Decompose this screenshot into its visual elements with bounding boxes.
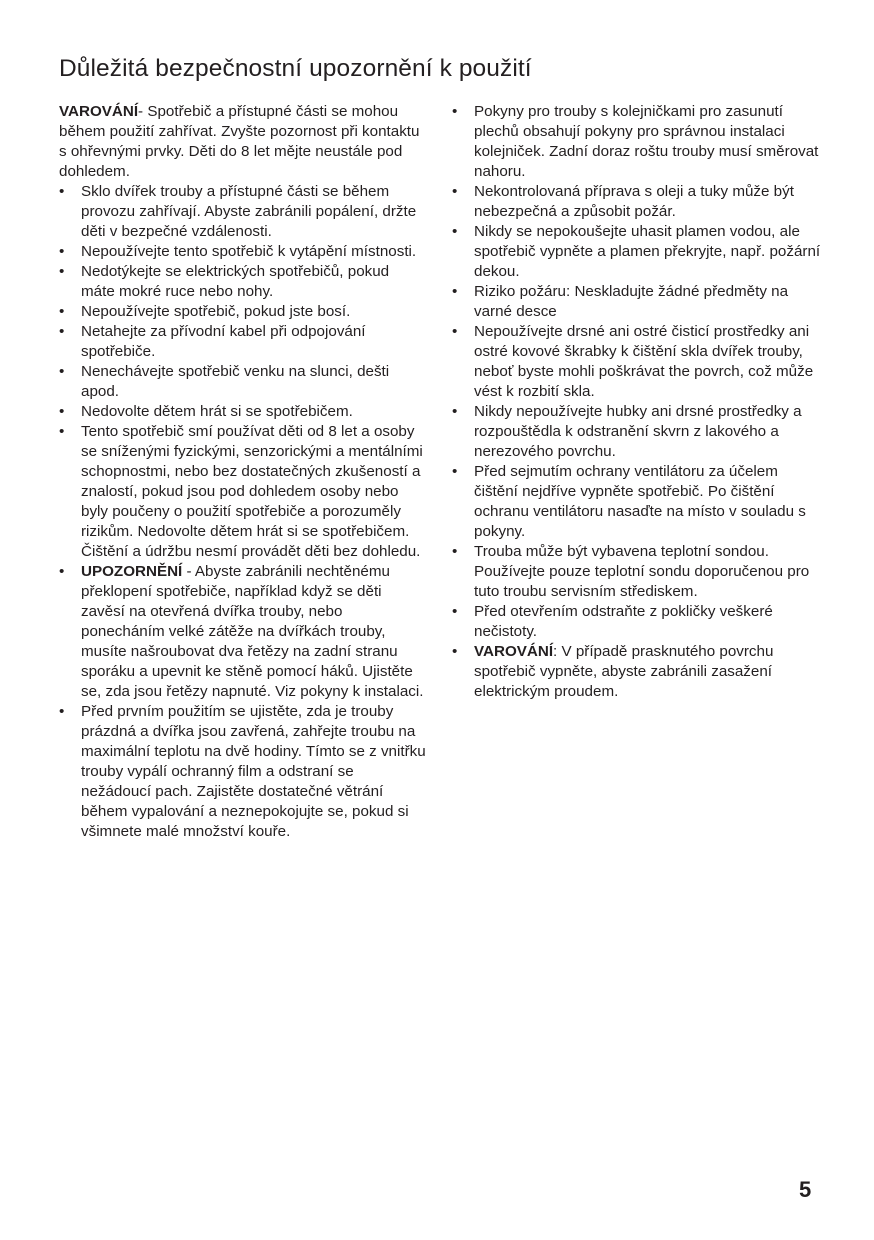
list-item [59,242,427,262]
bullet-icon: • [59,363,65,380]
bullet-icon: • [59,323,65,340]
list-item [452,282,822,322]
bullet-icon: • [59,403,65,420]
left-bullet-list [59,182,427,842]
item-text: Před otevřením odstraňte z pokličky veškeré nečistoty. [474,603,773,640]
item-text: Nedotýkejte se elektrických spotřebičů, pokud máte mokré ruce nebo nohy. [81,263,390,300]
bullet-icon: • [59,263,65,280]
item-text: Nepoužívejte tento spotřebič k vytápění místnosti. [81,243,417,260]
list-item [59,322,427,362]
item-label: VAROVÁNÍ [474,643,554,660]
bullet-icon: • [452,463,458,480]
left-column [59,102,427,842]
item-text: Netahejte za přívodní kabel při odpojování spotřebiče. [81,323,366,360]
list-item [59,262,427,302]
list-item [452,102,822,182]
list-item [452,222,822,282]
bullet-icon: • [452,603,458,620]
list-item [452,542,822,602]
bullet-icon: • [452,643,458,660]
item-text: Pokyny pro trouby s kolejničkami pro zasunutí plechů obsahují pokyny pro správnou instalaci kolejniček. Zadní doraz roštu trouby musí směrovat nahoru. [474,103,819,180]
bullet-icon: • [59,423,65,440]
list-item [59,402,427,422]
item-text: - Abyste zabránili nechtěnému překlopení spotřebiče, například když se děti zavěsí na otevřená dvířka trouby, nebo ponecháním velké zátěže na dvířkách trouby, musíte našroubovat dva řetězy na zadní stranu sporáku a upevnit ke stěně pomocí háků. Ujistěte se, zda jsou řetězy napnuté. Viz pokyny k instalaci. [81,563,424,700]
item-text: Sklo dvířek trouby a přístupné části se během provozu zahřívají. Abyste zabránili popálení, držte děti v bezpečné vzdálenosti. [81,183,417,240]
item-text: Nepoužívejte spotřebič, pokud jste bosí. [81,303,351,320]
warning-intro-text: - Spotřebič a přístupné části se mohou během použití zahřívat. Zvyšte pozornost při kontaktu s ohřevnými prvky. Děti do 8 let mějte neustále pod dohledem. [59,103,420,180]
item-text: Nedovolte dětem hrát si se spotřebičem. [81,403,353,420]
list-item [59,182,427,242]
page-title: Důležitá bezpečnostní upozornění k použití [59,55,532,82]
bullet-icon: • [452,403,458,420]
bullet-icon: • [59,243,65,260]
bullet-icon: • [452,103,458,120]
item-text: Před sejmutím ochrany ventilátoru za účelem čištění nejdříve vypněte spotřebič. Po čištění ochranu ventilátoru nasaďte na místo v souladu s pokyny. [474,463,806,540]
list-item [452,642,822,702]
right-column [452,102,822,702]
list-item [452,462,822,542]
list-item [59,362,427,402]
bullet-icon: • [452,223,458,240]
item-text: : V případě prasknutého povrchu spotřebič vypněte, abyste zabránili zasažení elektrickým proudem. [474,643,774,700]
bullet-icon: • [59,303,65,320]
item-label: UPOZORNĚNÍ [81,563,183,580]
item-text: Riziko požáru: Neskladujte žádné předměty na varné desce [474,283,789,320]
list-item [59,562,427,702]
list-item [452,402,822,462]
bullet-icon: • [452,283,458,300]
item-text: Před prvním použitím se ujistěte, zda je troubу prázdná a dvířka jsou zavřená, zahřejte troubu na maximální teplotu na dvě hodiny. Tímto se z vnitřku trouby vypálí ochranný film a odstraní se nežádoucí pach. Zajistěte dostatečné větrání během vypalování a neznepokojujte se, pokud si všimnete malé množství kouře. [81,703,426,840]
list-item [59,702,427,842]
bullet-icon: • [452,183,458,200]
bullet-icon: • [59,703,65,720]
bullet-icon: • [59,563,65,580]
list-item [452,182,822,222]
item-text: Nenechávejte spotřebič venku na slunci, dešti apod. [81,363,390,400]
list-item [452,322,822,402]
bullet-icon: • [452,543,458,560]
page-number: 5 [799,1177,812,1202]
item-text: Trouba může být vybavena teplotní sondou. Používejte pouze teplotní sondu doporučenou pro tuto troubu servisním střediskem. [474,543,810,600]
warning-label: VAROVÁNÍ [59,103,139,120]
list-item [59,422,427,562]
item-text: Tento spotřebič smí používat děti od 8 let a osoby se sníženými fyzickými, senzorickými a mentálními schopnostmi, nebo bez dostatečných zkušeností a znalostí, pokud jsou pod dohledem osoby nebo byly poučeny o použití spotřebiče a porozuměly rizikům. Nedovolte dětem hrát si se spotřebičem. Čištění a údržbu nesmí provádět děti bez dohledu. [81,423,423,560]
bullet-icon: • [452,323,458,340]
item-text: Nikdy se nepokoušejte uhasit plamen vodou, ale spotřebič vypněte a plamen překryjte, např. požární dekou. [474,223,821,280]
list-item [452,602,822,642]
item-text: Nikdy nepoužívejte hubky ani drsné prostředky a rozpouštědla k odstranění skvrn z lakového a nerezového povrchu. [474,403,802,460]
warning-intro [59,102,427,182]
item-text: Nekontrolovaná příprava s oleji a tuky může být nebezpečná a způsobit požár. [474,183,794,220]
bullet-icon: • [59,183,65,200]
item-text: Nepoužívejte drsné ani ostré čisticí prostředky ani ostré kovové škrabky k čištění skla dvířek trouby, neboť byste mohli poškrávat the povrch, což může vést k rozbití skla. [474,323,814,400]
right-bullet-list [452,102,822,702]
list-item [59,302,427,322]
